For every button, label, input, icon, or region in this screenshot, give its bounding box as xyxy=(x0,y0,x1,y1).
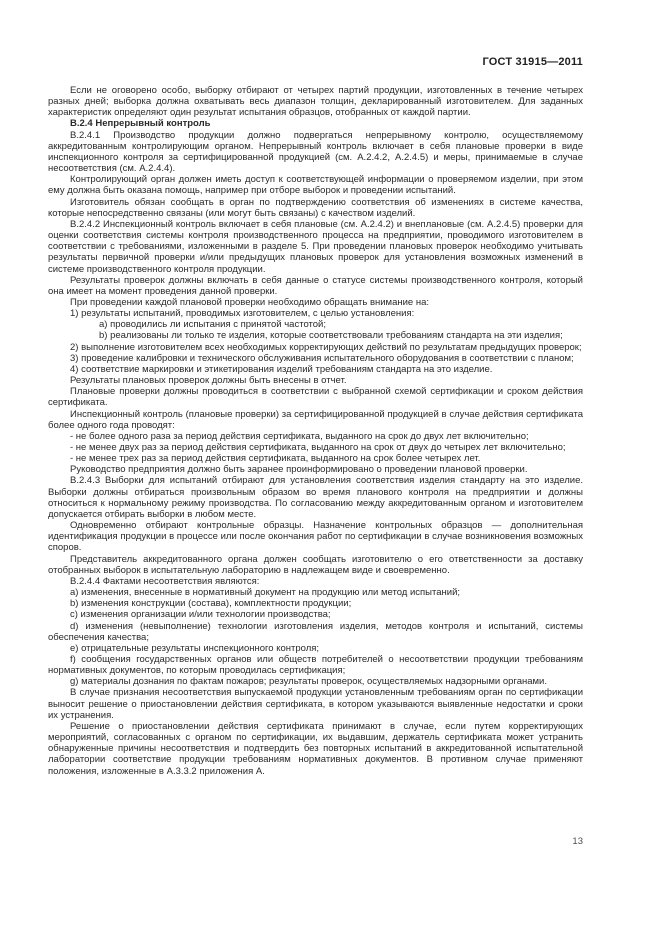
paragraph: В случае признания несоответствия выпускаемой продукции установленным требованиям орган по сертификации выносит решение о приостановлении действия сертификата, в котором указываются выявленные недостатки и сроки их устранения. xyxy=(48,687,583,721)
paragraph: В.2.4.1 Производство продукции должно подвергаться непрерывному контролю, осуществляемому аккредитованным контролирующим органом. Непрерывный контроль включает в себя плановые проверки в виде инспекционного контроля за сертифицированной продукцией (см. А.2.4.2, А.2.4.5) и меры, принимаемые в случае несоответствия (см. А.2.4.4). xyxy=(48,129,583,175)
paragraph: Если не оговорено особо, выборку отбирают от четырех партий продукции, изготовленных в течение четырех разных дней; выборка должна охватывать весь диапазон толщин, декларированный изготовителем. Для заданных характеристик определяют один результат испытания образцов, отобранных от каждой партии. xyxy=(48,85,583,119)
paragraph: Результаты проверок должны включать в себя данные о статусе системы производственного контроля, который она имеет на момент проведения данной проверки. xyxy=(48,274,583,297)
paragraph: f) сообщения государственных органов или обществ потребителей о несоответствии продукции требованиям нормативных документов, по которым проводилась сертификация; xyxy=(48,653,583,677)
paragraph: Представитель аккредитованного органа должен сообщать изготовителю о его ответственности за доставку отобранных выборок в испытательную лабораторию в надлежащем виде и своевременно. xyxy=(48,553,583,576)
paragraph: - не более одного раза за период действия сертификата, выданного на срок до двух лет включительно; xyxy=(70,430,529,442)
paragraph: Руководство предприятия должно быть заранее проинформировано о проведении плановой проверки. xyxy=(70,464,528,476)
paragraph: d) изменения (невыполнение) технологии изготовления изделия, методов контроля и испытаний, системы обеспечения качества; xyxy=(48,620,583,643)
paragraph: Результаты плановых проверок должны быть внесены в отчет. xyxy=(70,375,347,387)
paragraph: b) изменения конструкции (состава), комплектности продукции; xyxy=(70,598,352,610)
page-header xyxy=(48,56,583,68)
paragraph: При проведении каждой плановой проверки необходимо обращать внимание на: xyxy=(70,296,430,308)
page-number: 13 xyxy=(572,836,583,847)
paragraph: Решение о приостановлении действия сертификата принимают в случае, если путем корректирующих мероприятий, согласованных с органом по сертификации, их выдавшим, держатель сертификата может устранить обнаруженные причины несоответствия и подтвердить без повторных испытаний в аккредитованной испытательной лаборатории соответствие продукции требованиям нормативных документов. В противном случае применяют положения, изложенные в А.3.3.2 приложения А. xyxy=(48,720,583,777)
paragraph: a) проводились ли испытания с принятой частотой; xyxy=(99,319,326,331)
section-heading: В.2.4 Непрерывный контроль xyxy=(70,118,211,130)
paragraph: Одновременно отбирают контрольные образцы. Назначение контрольных образцов — дополнительная идентификация продукции в процессе или после окончания работ по сертификации в случае возникновения возможных споров. xyxy=(48,520,583,554)
paragraph: b) реализованы ли только те изделия, которые соответствовали требованиям стандарта на эти изделия; xyxy=(99,330,563,342)
paragraph: a) изменения, внесенные в нормативный документ на продукцию или метод испытаний; xyxy=(70,587,461,599)
paragraph: e) отрицательные результаты инспекционного контроля; xyxy=(70,642,320,654)
paragraph: - не менее двух раз за период действия сертификата, выданного на срок от двух до четырех лет включительно; xyxy=(70,442,566,453)
paragraph: В.2.4.2 Инспекционный контроль включает в себя плановые (см. А.2.4.2) и внеплановые (см. А.2.4.5) проверки для оценки соответствия системы контроля производственного процесса на предприятии, проводимого изготовителем в соответствии с требованиями, изложенными в разделе 5. При проведении плановых проверок необходимо учитывать результаты первичной проверки и/или предыдущих плановых проверок для установления возможных изменений в системе производственного контроля продукции. xyxy=(48,218,583,275)
paragraph: - не менее трех раз за период действия сертификата, выданного на срок более четырех лет. xyxy=(70,453,481,465)
paragraph: 4) соответствие маркировки и этикетирования изделий требованиям стандарта на это изделие. xyxy=(70,363,493,375)
paragraph: В.2.4.3 Выборки для испытаний отбирают для установления соответствия изделия стандарту на это изделие. Выборки должны отбираться произвольным образом во время планового контроля на предприятии и должны относиться к нормальному режиму производства. По согласованию между аккредитованным органом и изготовителем допускается отбирать выборки в любом месте. xyxy=(48,475,583,520)
paragraph: В.2.4.4 Фактами несоответствия являются: xyxy=(70,575,260,587)
paragraph: Инспекционный контроль (плановые проверки) за сертифицированной продукцией в случае действия сертификата более одного года проводят: xyxy=(48,408,583,431)
paragraph: 2) выполнение изготовителем всех необходимых корректирующих действий по результатам предыдущих проверок; xyxy=(70,341,582,353)
paragraph: Контролирующий орган должен иметь доступ к соответствующей информации о проверяемом изделии, при этом ему должна быть оказана помощь, например при отборе выборок и проведении испытаний. xyxy=(48,174,583,197)
paragraph: g) материалы дознания по фактам пожаров; результаты проверок, осуществляемых надзорными органами. xyxy=(70,676,547,688)
paragraph: 1) результаты испытаний, проводимых изготовителем, с целью установления: xyxy=(70,308,415,320)
paragraph: Изготовитель обязан сообщать в орган по подтверждению соответствия об изменениях в системе качества, которые непосредственно связаны (или могут быть связаны) с качеством изделий. xyxy=(48,196,583,219)
paragraph: 3) проведение калибровки и технического обслуживания испытательного оборудования в соответствии с планом; xyxy=(70,352,574,364)
page-footer xyxy=(48,836,583,847)
paragraph: Плановые проверки должны проводиться в соответствии с выбранной схемой сертификации и сроком действия сертификата. xyxy=(48,386,583,409)
paragraph: c) изменения организации и/или технологии производства; xyxy=(70,609,331,621)
standard-designation: ГОСТ 31915—2011 xyxy=(482,56,583,68)
document-body xyxy=(48,85,583,777)
